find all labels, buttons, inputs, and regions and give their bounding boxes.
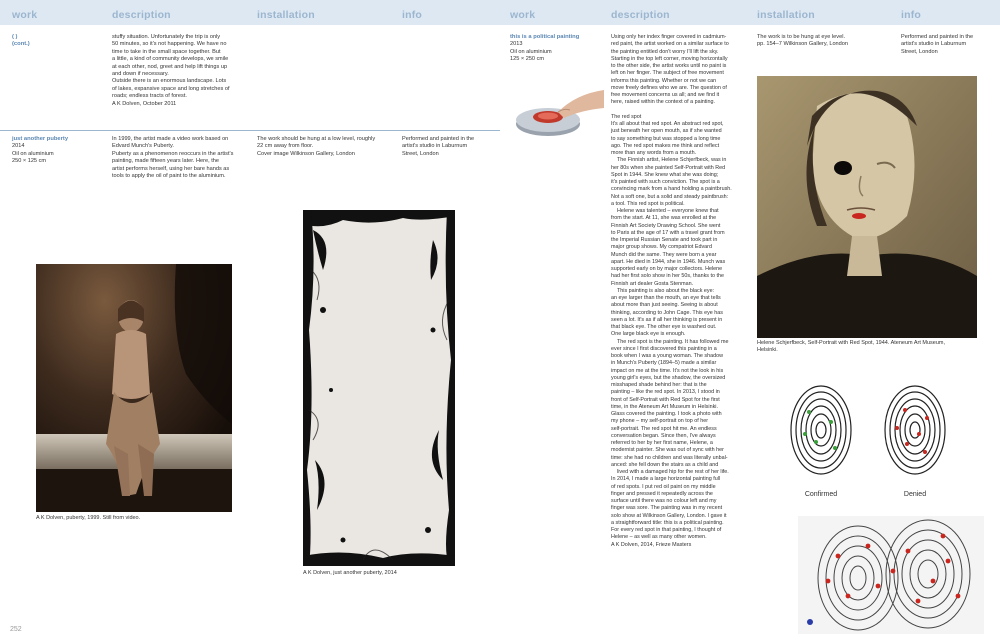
description-line: It's all about that red spot. An abstract red spot, [611, 121, 724, 127]
description-line: Munch did the same. They were born a year [611, 251, 717, 258]
description-line: to say something but was stopped a long time [611, 135, 721, 142]
description-line: One large black eye is enough. [611, 331, 686, 338]
description-line: informs this painting. Whether or not we can [611, 77, 717, 84]
description-line: anced: she fell down the stairs as a child and [611, 461, 719, 468]
description-line: move freely defines who we are. The question of [611, 84, 727, 91]
description-line: red paint, the artist worked on a similar surface to [611, 41, 729, 48]
description-line: here, raised within the context of a painting. [611, 99, 715, 106]
description-line: ago. The red spot makes me think and reflect [611, 142, 720, 149]
description-line: that black eye. The other eye is washed out. [611, 324, 717, 330]
row2-installation: The work should be hung at a low level, roughly 22 cm away from floor. Cover image Wilkinson Gallery, London [257, 136, 376, 157]
description-line: The red spot [611, 113, 642, 120]
description-line: Finnish art dealer Gosta Stenman. [611, 280, 694, 287]
description-line: Finnish Art Society Drawing School. She went [611, 222, 721, 229]
ink-painting-caption: A K Dolven, just another puberty, 2014 [303, 570, 397, 576]
description-line: surface until there was no colour left and my [611, 498, 717, 504]
description-line: time, in the Ateneum Art Museum in Helsinki. [611, 403, 718, 410]
video-still-image [36, 264, 232, 512]
fingerprint-comparison-image [757, 372, 987, 502]
work-subtitle-cont: (cont.) [12, 41, 30, 48]
portrait-caption: Helene Schjerfbeck, Self-Portrait with Red Spot, 1944. Ateneum Art Museum, Helsinki. [757, 340, 946, 353]
right-page [500, 0, 1000, 640]
work-title-parens: ( ) [12, 34, 18, 40]
col-header-installation: installation [757, 9, 815, 21]
work-title: just another puberty [12, 136, 69, 142]
ink-painting-image [303, 210, 455, 566]
description-line: Not a soft one, but a solid and steady paintbrush: [611, 193, 729, 200]
description-line: finger and pressed it repeatedly across the [611, 490, 713, 497]
description-line: thinking, according to John Cage. This eye has [611, 309, 723, 316]
right-info: Performed and painted in the artist's studio in Laburnum Street, London [901, 34, 974, 55]
description-line: Starting in the top left corner, moving horizontally [611, 55, 728, 62]
col-header-description: description [112, 9, 171, 21]
description-line: free movement concerns us all; and we find it [611, 92, 720, 98]
description-line: This painting is also about the black eye: [617, 287, 715, 294]
description-line: major group shows. My compatriot Edvard [611, 244, 712, 251]
work-cell-cont [12, 34, 102, 49]
description-line: a tool. This red spot is political. [611, 200, 685, 207]
description-line: impact on me at the time. It's not the look in his [611, 367, 724, 374]
description-line: In 2014, I made a large horizontal painting full [611, 476, 721, 483]
col-header-description: description [611, 9, 670, 21]
description-line: ever since I first discovered this painting in a [611, 345, 717, 352]
description-line: about more than just seeing. Seeing is about [611, 302, 718, 309]
schjerfbeck-portrait-image [757, 76, 977, 338]
column-header-bar-left [0, 0, 500, 25]
row1-description: stuffy situation. Unfortunately the trip is only 50 minutes, so it's not happening. We have no time to take in the small space together. But a little, a kind of community develops, we smile at each other, nod, greet and help lift things up and down if necessary. Outside there is an enormous landscape. Lots of lakes, expansive space and long stretches of roads; endless tracts of forest. A K Dolven, October 2011 [112, 34, 230, 107]
right-description [611, 34, 753, 549]
description-line: to the other side, the artist works until no paint is [611, 63, 727, 69]
right-installation: The work is to be hung at eye level. pp. 154–7 Wilkinson Gallery, London [757, 34, 849, 48]
description-line: more than any words from a mouth. [611, 150, 697, 156]
work-year: 2014 [12, 143, 25, 150]
work-medium: Oil on aluminium [12, 150, 54, 157]
description-line: Spot in 1944. She knew what she was doing; [611, 171, 719, 178]
description-line: it's painted with such conviction. The spot is a [611, 179, 720, 185]
description-line: seen a lot. It's as if all her thinking is present in [611, 316, 723, 323]
row2-info: Performed and painted in the artist's studio in Laburnum Street, London [402, 136, 475, 157]
description-line: young girl's eyes, but the shadow, the oversized [611, 374, 726, 381]
description-line: Using only her index finger covered in cadmium- [611, 34, 727, 40]
description-line: Helene – as well as many other women. [611, 534, 707, 541]
description-line: book when I was a young woman. The shadow [611, 353, 723, 359]
col-header-installation: installation [257, 9, 315, 21]
description-line: left on her finger. The subject of free movement [611, 70, 724, 77]
col-header-work: work [12, 9, 38, 21]
description-line: the Imperial Russian Senate and took part in [611, 237, 718, 243]
description-line: lived with a damaged hip for the rest of her life. [617, 469, 729, 475]
description-line: from the start. At 11, she was enrolled at the [611, 215, 717, 222]
col-header-info: info [901, 9, 922, 21]
description-line: front of Self-Portrait with Red Spot for the first [611, 396, 720, 403]
description-line: the painting entitled don't worry I'll lift the sky. [611, 48, 719, 55]
description-line: Helene was talented – everyone knew that [617, 208, 719, 214]
work-title: this is a political painting [510, 34, 580, 40]
description-line: A K Dolven, 2014, Frieze Masters [611, 541, 692, 548]
work-cell-political-painting [510, 34, 606, 64]
col-header-work: work [510, 9, 536, 21]
description-line: referred to her by her first name, Helene, a [611, 440, 713, 446]
description-line: of red spots. I put red oil paint on my middle [611, 483, 716, 490]
fingerprint-scanner-image [512, 90, 604, 140]
description-line: my phone – my self-portrait on top of her [611, 418, 709, 425]
row-divider [0, 130, 500, 131]
video-still-caption: A K Dolven, puberty, 1999. Still from video. [36, 515, 141, 521]
description-line: The Finnish artist, Helene Schjerfbeck, was in [617, 157, 727, 164]
description-line: apart. He died in 1944, she in 1946. Munch was [611, 258, 726, 265]
page-number: 252 [10, 626, 22, 633]
work-size: 125 × 250 cm [510, 56, 545, 63]
description-line: in Munch's Puberty (1894–5) made a similar [611, 360, 717, 367]
description-line: time: she had no children and was literally unbal- [611, 454, 728, 461]
fingerprint-red-dots-image [798, 516, 984, 634]
work-size: 250 × 125 cm [12, 158, 47, 165]
description-line: painting – like the red spot. In 2013, I stood in [611, 389, 720, 396]
description-line: conversation began. Since then, I've always [611, 432, 716, 439]
description-line [611, 107, 753, 114]
fp-label-confirmed: Confirmed [804, 491, 838, 498]
column-header-bar-right [500, 0, 1000, 25]
description-line: convincing mark from a hand holding a paintbrush. [611, 186, 732, 193]
description-line: just beneath her open mouth, as if she wanted [611, 128, 722, 135]
description-line: to Paris at the age of 17 with a travel grant from [611, 229, 725, 236]
work-year: 2013 [510, 41, 523, 48]
description-line: self-portrait. The red spot hit me. An endless [611, 425, 717, 432]
row2-description: In 1999, the artist made a video work based on Edvard Munch's Puberty. Puberty as a phenomenon reoccurs in the artist's painting, made fifteen years later. Here, the artist performs herself, using her bare hands as tools to apply the oil of paint to the aluminium. [112, 136, 234, 180]
description-line: finger was sore. The painting was in my recent [611, 505, 723, 512]
col-header-info: info [402, 9, 423, 21]
description-line: a straightforward title: this is a political painting. [611, 519, 724, 526]
work-cell-just-another-puberty [12, 136, 104, 166]
work-medium: Oil on aluminium [510, 48, 552, 55]
description-line: Glass covered the painting. I took a photo with [611, 411, 722, 417]
description-line: an eye larger than the mouth, an eye that tells [611, 295, 721, 301]
description-line: The red spot is the painting. It has followed me [617, 338, 729, 345]
description-line: had her first solo show in her 50s, thanks to the [611, 273, 724, 280]
description-line: modernist painter. She was out of sync with her [611, 447, 724, 454]
description-line: misshaped shade behind her: that is the [611, 382, 707, 388]
description-line: For every red spot in that painting, I thought of [611, 527, 722, 533]
description-line: solo show at Wilkinson Gallery, London. I gave it [611, 512, 727, 519]
description-line: her 80s when she painted Self-Portrait with Red [611, 164, 726, 171]
fp-label-denied: Denied [903, 491, 927, 498]
description-line: supported early on by major collectors. Helene [611, 266, 723, 272]
